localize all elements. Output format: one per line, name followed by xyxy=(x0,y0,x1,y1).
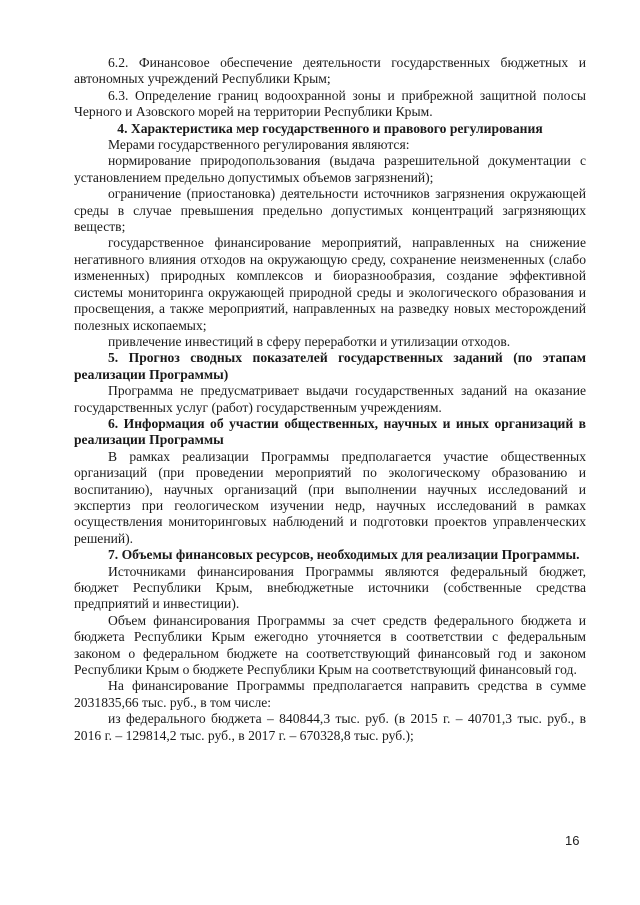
paragraph-federal-budget: из федерального бюджета – 840844,3 тыс. руб. (в 2015 г. – 40701,3 тыс. руб., в 2016 г. – 129814,2 тыс. руб., в 2017 г. – 670328,8 тыс. руб.); xyxy=(74,711,586,743)
paragraph-funding-sources: Источниками финансирования Программы являются федеральный бюджет, бюджет Республики Крым, внебюджетные источники (собственные средства предприятий и инвестиции). xyxy=(74,563,586,612)
paragraph-6-2: 6.2. Финансовое обеспечение деятельности государственных бюджетных и автономных учреждений Республики Крым; xyxy=(74,55,586,87)
page-number: 16 xyxy=(565,833,580,848)
paragraph-no-state-tasks: Программа не предусматривает выдачи государственных заданий на оказание государственных услуг (работ) государственным учреждениям. xyxy=(74,383,586,415)
section-heading-5: 5. Прогноз сводных показателей государственных заданий (по этапам реализации Программы) xyxy=(74,350,586,382)
paragraph-restriction: ограничение (приостановка) деятельности источников загрязнения окружающей среды в случае превышения предельно допустимых концентраций загрязняющих веществ; xyxy=(74,186,586,235)
paragraph-regulation-measures: Мерами государственного регулирования являются: xyxy=(108,137,410,153)
paragraph-6-3: 6.3. Определение границ водоохранной зоны и прибрежной защитной полосы Черного и Азовского морей на территории Республики Крым. xyxy=(74,87,586,120)
section-heading-7: 7. Объемы финансовых ресурсов, необходимых для реализации Программы. xyxy=(108,547,580,563)
paragraph-funding-volume: Объем финансирования Программы за счет средств федерального бюджета и бюджета Республики Крым ежегодно уточняется в соответствии с федеральным законом о федеральном бюджете на соответствующий финансовый год и законом Республики Крым о бюджете Республики Крым на соответствующий финансовый год. xyxy=(74,612,586,678)
paragraph-participation: В рамках реализации Программы предполагается участие общественных организаций (при проведении мероприятий по экологическому образованию и воспитанию), научных организаций (при выполнении научных исследований и экспертиз при геологическом изучении недр, научных исследований в рамках осуществления мониторинговых наблюдений и подготовки проектов управленческих решений). xyxy=(74,448,586,546)
document-page xyxy=(74,55,586,744)
paragraph-total-funding: На финансирование Программы предполагается направить средства в сумме 2031835,66 тыс. руб., в том числе: xyxy=(74,678,586,710)
section-heading-6: 6. Информация об участии общественных, научных и иных организаций в реализации Программы xyxy=(74,415,586,448)
paragraph-rationing: нормирование природопользования (выдача разрешительной документации с установлением предельно допустимых объемов загрязнений); xyxy=(74,153,586,185)
paragraph-state-financing: государственное финансирование мероприятий, направленных на снижение негативного влияния отходов на окружающую среду, сохранение неизмененных (слабо измененных) природных комплексов и биоразнообразия, создание эффективной системы мониторинга окружающей природной среды и экологического образования и просвещения, а также мероприятий, направленных на разведку новых месторождений полезных ископаемых; xyxy=(74,235,586,333)
paragraph-investments: привлечение инвестиций в сферу переработки и утилизации отходов. xyxy=(108,333,511,349)
section-heading-4: 4. Характеристика мер государственного и правового регулирования xyxy=(117,120,543,136)
